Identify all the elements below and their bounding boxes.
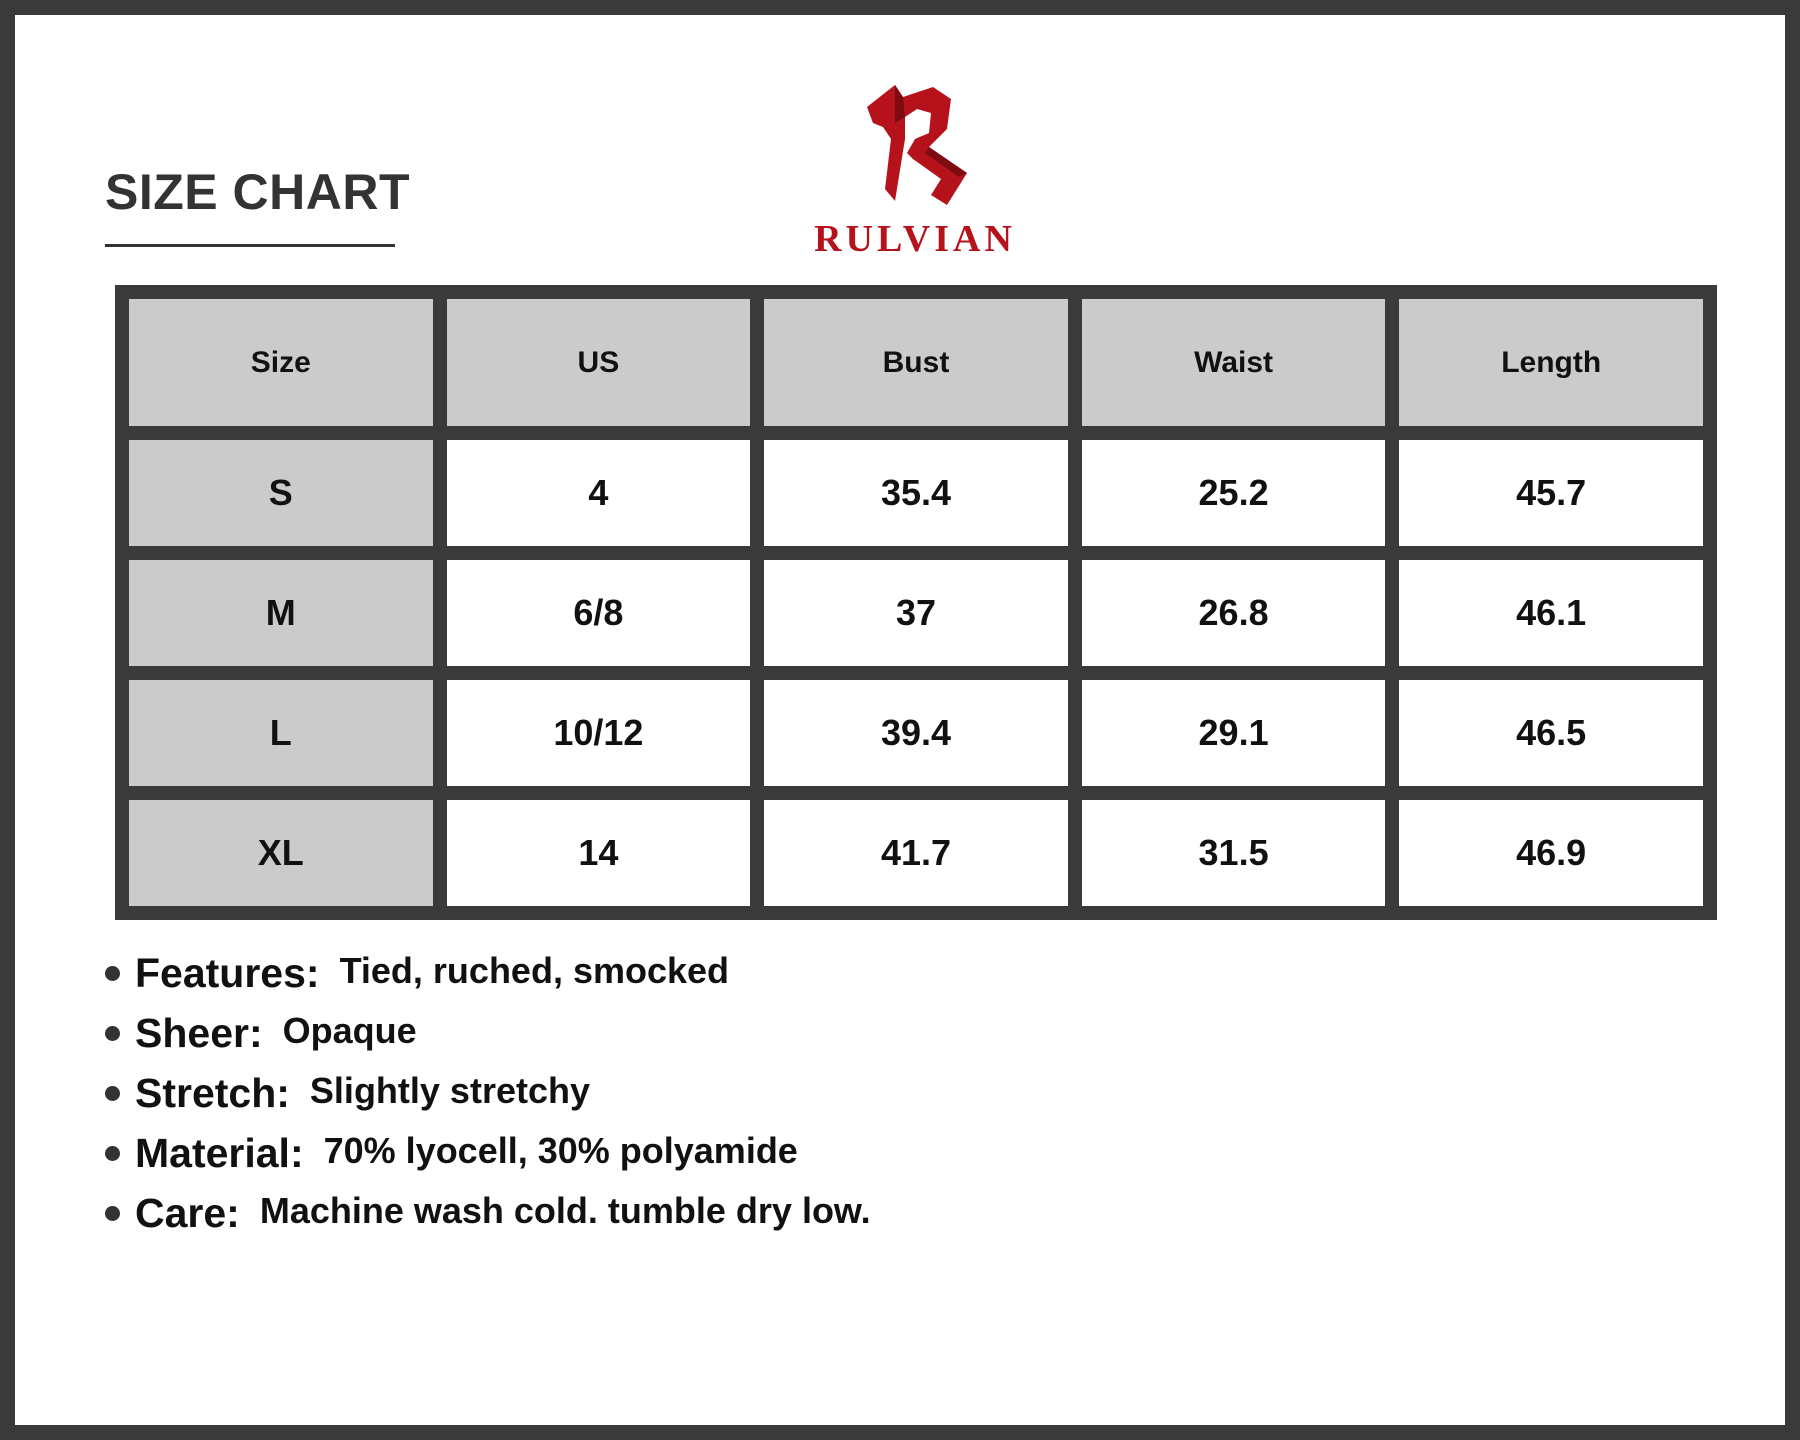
bullet-icon (105, 1086, 120, 1101)
bust-cell: 37 (764, 560, 1068, 666)
header-size: Size (129, 299, 433, 426)
header-length: Length (1399, 299, 1703, 426)
header-us: US (447, 299, 751, 426)
length-cell: 45.7 (1399, 440, 1703, 546)
spec-sheer (105, 1010, 871, 1070)
size-table (115, 285, 1717, 920)
size-cell: XL (129, 800, 433, 906)
spec-label: Care: (135, 1190, 240, 1236)
length-cell: 46.9 (1399, 800, 1703, 906)
bullet-icon (105, 1146, 120, 1161)
table-row (129, 440, 1703, 546)
table-row (129, 680, 1703, 786)
header-bust: Bust (764, 299, 1068, 426)
spec-care (105, 1190, 871, 1250)
bust-cell: 41.7 (764, 800, 1068, 906)
brand-logo (795, 77, 1035, 265)
waist-cell: 26.8 (1082, 560, 1386, 666)
us-cell: 14 (447, 800, 751, 906)
size-cell: S (129, 440, 433, 546)
brand-wordmark: RULVIAN (814, 218, 1016, 260)
spec-label: Sheer: (135, 1010, 263, 1056)
spec-value: Machine wash cold. tumble dry low. (259, 1190, 871, 1231)
stylized-r-logo-icon (855, 77, 975, 217)
spec-features (105, 950, 871, 1010)
size-cell: L (129, 680, 433, 786)
spec-material (105, 1130, 871, 1190)
spec-label: Stretch: (135, 1070, 290, 1116)
spec-value: Opaque (282, 1010, 417, 1051)
spec-value: Tied, ruched, smocked (339, 950, 730, 991)
spec-stretch (105, 1070, 871, 1130)
bust-cell: 39.4 (764, 680, 1068, 786)
waist-cell: 25.2 (1082, 440, 1386, 546)
size-cell: M (129, 560, 433, 666)
spec-value: 70% lyocell, 30% polyamide (323, 1130, 798, 1171)
bullet-icon (105, 1026, 120, 1041)
waist-cell: 29.1 (1082, 680, 1386, 786)
table-row (129, 560, 1703, 666)
length-cell: 46.1 (1399, 560, 1703, 666)
title-underline (105, 244, 395, 247)
table-row (129, 800, 1703, 906)
spec-label: Features: (135, 950, 320, 996)
spec-label: Material: (135, 1130, 304, 1176)
table-header-row (129, 299, 1703, 426)
us-cell: 10/12 (447, 680, 751, 786)
product-specs-list (105, 950, 871, 1250)
bullet-icon (105, 966, 120, 981)
bullet-icon (105, 1206, 120, 1221)
bust-cell: 35.4 (764, 440, 1068, 546)
waist-cell: 31.5 (1082, 800, 1386, 906)
us-cell: 4 (447, 440, 751, 546)
us-cell: 6/8 (447, 560, 751, 666)
spec-value: Slightly stretchy (309, 1070, 590, 1111)
header-waist: Waist (1082, 299, 1386, 426)
page-title: SIZE CHART (105, 164, 410, 220)
length-cell: 46.5 (1399, 680, 1703, 786)
